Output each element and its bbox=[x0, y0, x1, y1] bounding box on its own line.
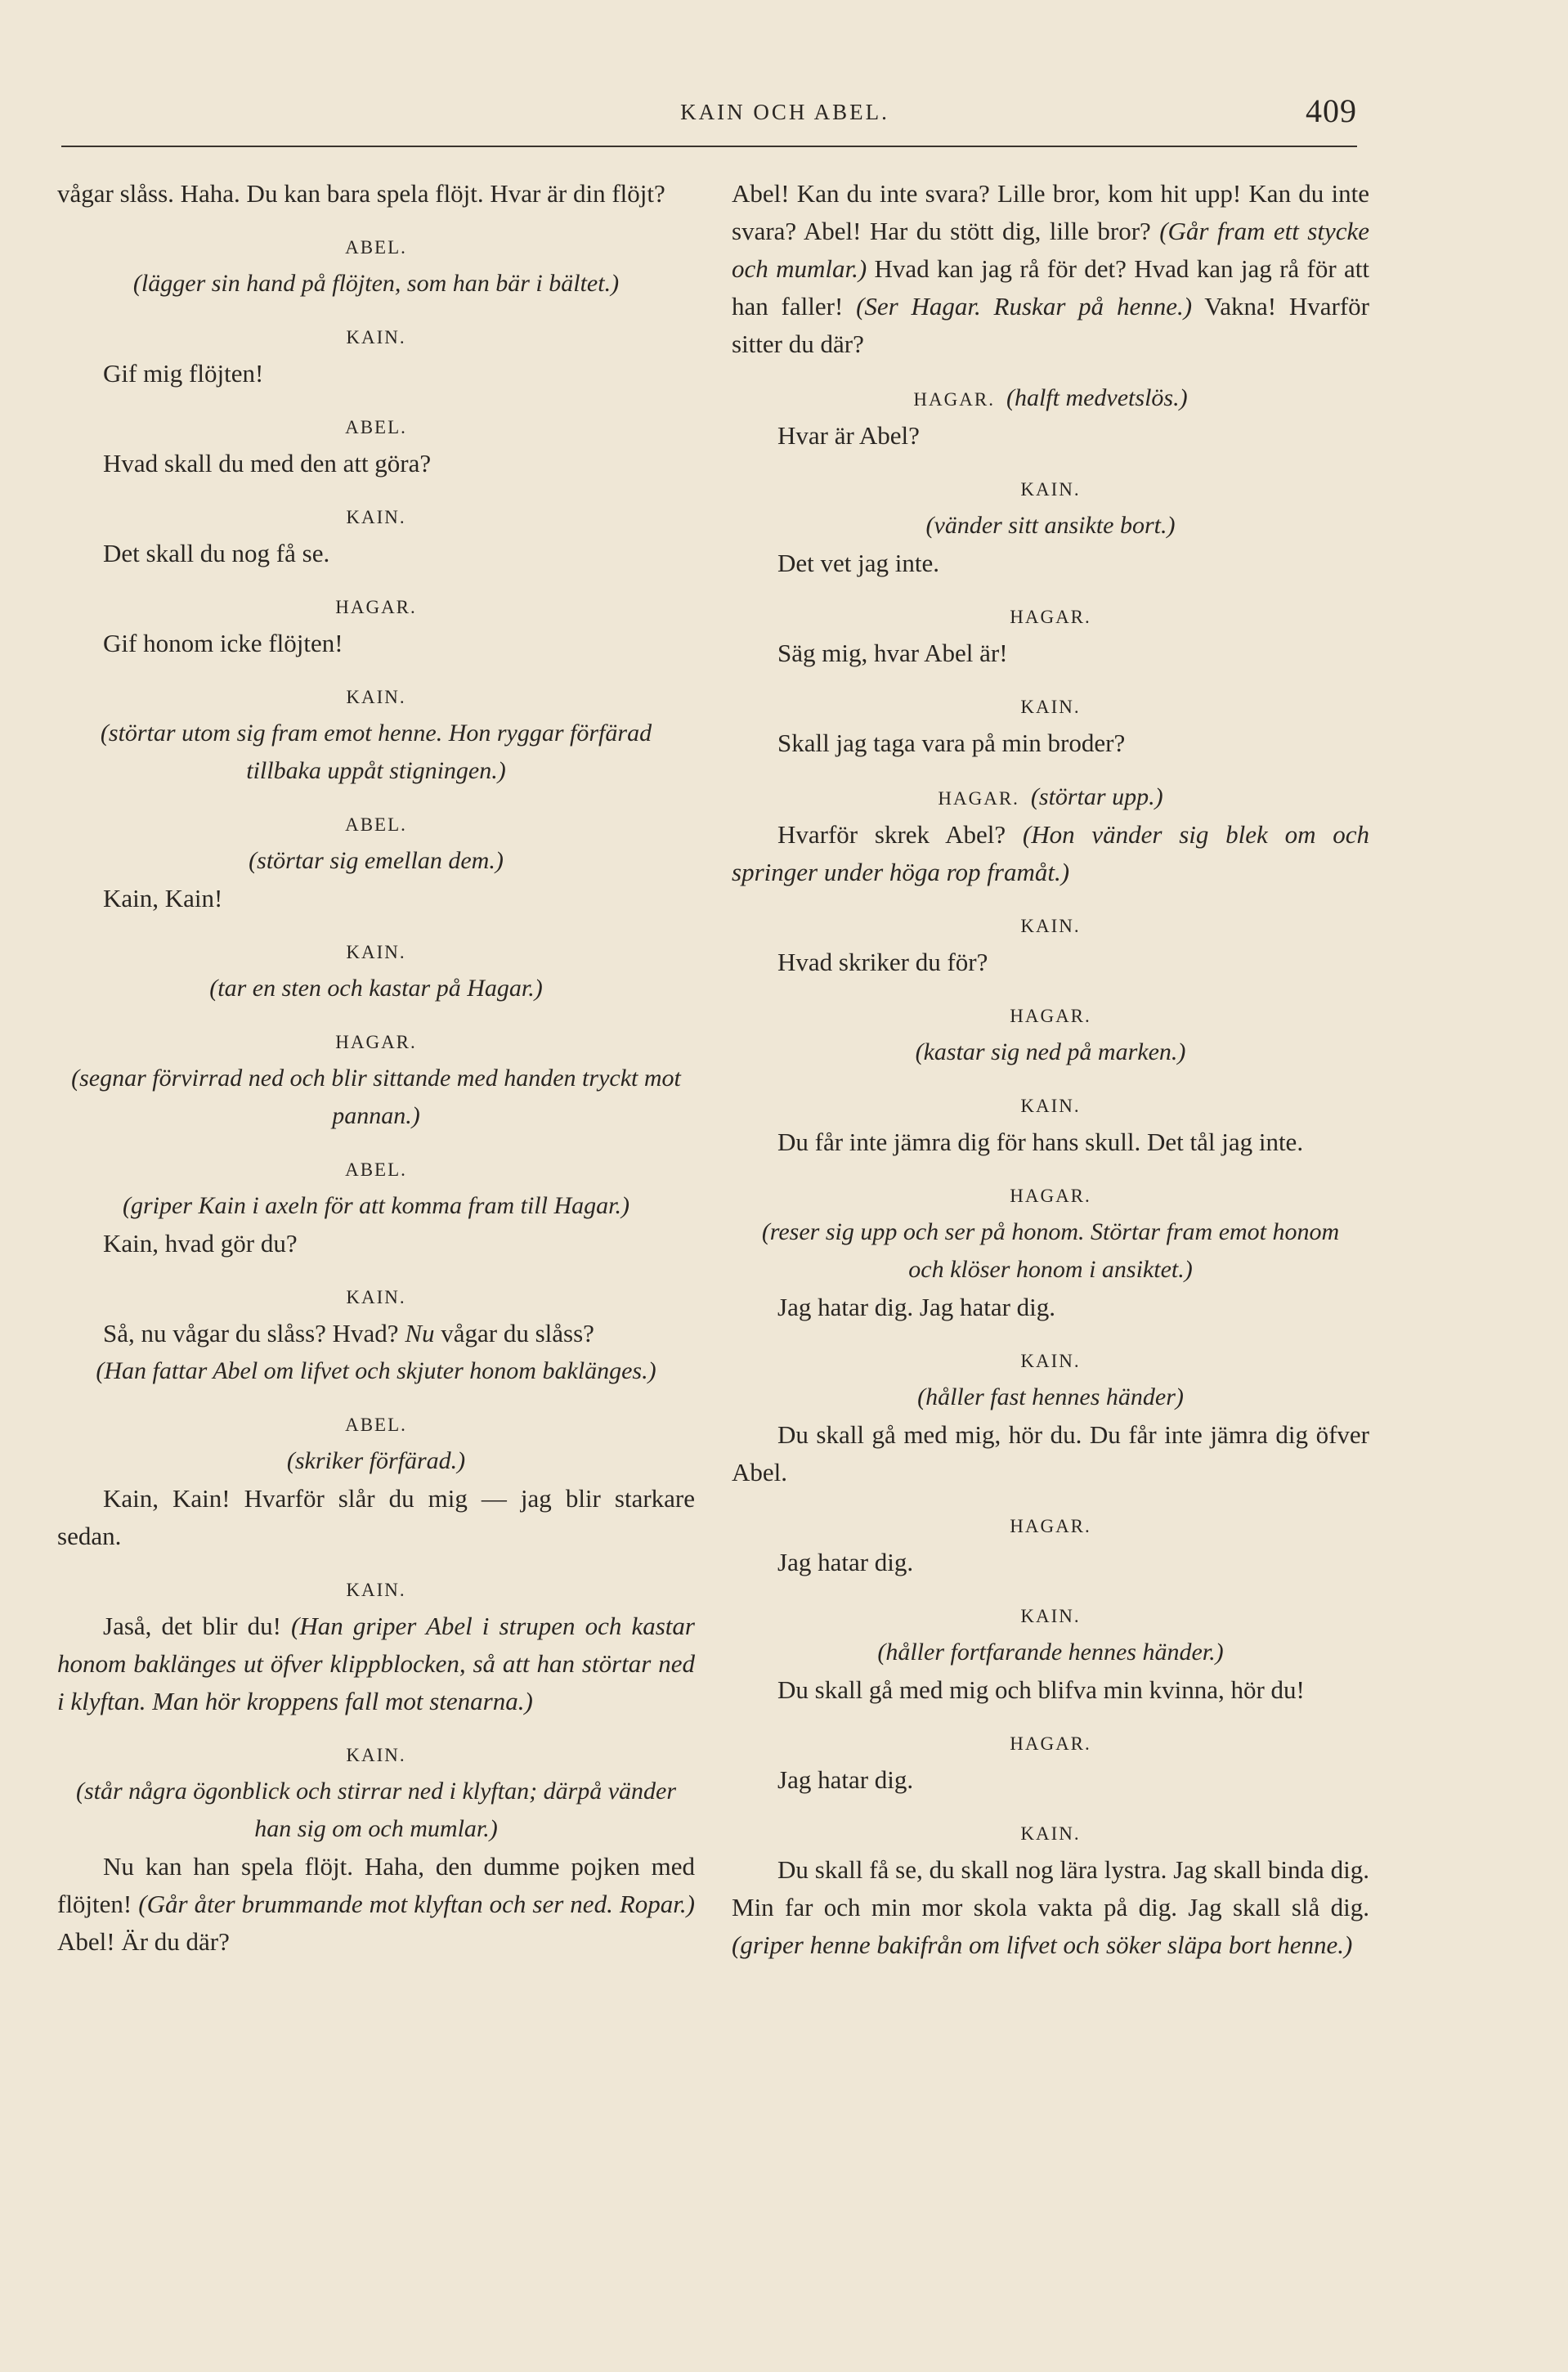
dialogue-line bbox=[57, 1480, 695, 1555]
speaker-label: HAGAR. bbox=[335, 597, 417, 617]
dialogue-text: Hvarför skrek Abel? bbox=[777, 820, 1023, 849]
dialogue-text: vågar slåss. Haha. Du kan bara spela flöjt. Hvar är din flöjt? bbox=[57, 179, 665, 208]
dialogue-text: Kain, Kain! bbox=[103, 884, 223, 912]
dialogue-line bbox=[732, 1544, 1369, 1581]
stage-direction: (segnar förvirrad ned och blir sittande med handen tryckt mot pannan.) bbox=[71, 1065, 681, 1129]
dialogue-line bbox=[732, 724, 1369, 762]
speaker-name bbox=[732, 1732, 1369, 1756]
speaker-label: ABEL. bbox=[345, 417, 407, 437]
speaker-label: KAIN. bbox=[1020, 916, 1081, 936]
speaker-label: HAGAR. bbox=[1010, 1733, 1091, 1754]
speaker-name bbox=[732, 1004, 1369, 1029]
speaker-label: HAGAR. bbox=[1010, 1516, 1091, 1536]
dialogue-line bbox=[57, 625, 695, 662]
dialogue-text: Hvad skriker du för? bbox=[777, 948, 988, 976]
speaker-name bbox=[732, 1184, 1369, 1208]
stage-direction: (står några ögonblick och stirrar ned i klyftan; därpå vänder han sig om och mumlar.) bbox=[75, 1778, 677, 1842]
dialogue-line bbox=[732, 944, 1369, 981]
stage-direction: (kastar sig ned på marken.) bbox=[915, 1038, 1186, 1065]
speaker-label: KAIN. bbox=[346, 942, 406, 962]
dialogue-text: Det skall du nog få se. bbox=[103, 539, 330, 567]
dialogue-text: Jag hatar dig. bbox=[777, 1548, 914, 1576]
stage-direction: (skriker förfärad.) bbox=[286, 1447, 466, 1474]
dialogue-line bbox=[732, 634, 1369, 672]
speaker-name bbox=[732, 1514, 1369, 1539]
speaker-label: KAIN. bbox=[1020, 479, 1081, 500]
speaker-label: ABEL. bbox=[345, 814, 407, 835]
speaker-name bbox=[732, 695, 1369, 720]
speaker-label: HAGAR. bbox=[1010, 607, 1091, 627]
dialogue-text: Hvad kan jag rå för det? Hvad kan jag rå för att han faller! bbox=[732, 254, 1369, 321]
dialogue-text: Kain, Kain! Hvarför slår du mig — jag blir starkare sedan. bbox=[57, 1484, 695, 1550]
dialogue-line bbox=[732, 1851, 1369, 1964]
dialogue-text: Nu kan han spela flöjt. Haha, den dumme pojken med flöjten! bbox=[57, 1852, 695, 1918]
dialogue-text: Så, nu vågar du slåss? Hvad? bbox=[103, 1319, 405, 1347]
stage-direction: (reser sig upp och ser på honom. Störtar fram emot honom och klöser honom i ansiktet.) bbox=[761, 1218, 1340, 1283]
speaker-name bbox=[57, 1578, 695, 1603]
speaker-name bbox=[732, 914, 1369, 939]
speaker-label: KAIN. bbox=[346, 1745, 406, 1765]
dialogue-text: Jag hatar dig. Jag hatar dig. bbox=[777, 1293, 1056, 1321]
dialogue-line bbox=[732, 417, 1369, 455]
right-column bbox=[732, 175, 1369, 1964]
speaker-name bbox=[57, 235, 695, 260]
speaker-label: KAIN. bbox=[1020, 1606, 1081, 1626]
speaker-label: KAIN. bbox=[346, 1580, 406, 1600]
stage-direction-inline: (Går åter brummande mot klyftan och ser ned. Ropar.) bbox=[138, 1890, 695, 1918]
header-rule bbox=[61, 146, 1357, 147]
speaker-label: HAGAR. bbox=[335, 1032, 417, 1052]
dialogue-line bbox=[732, 1671, 1369, 1709]
speaker-name bbox=[732, 1094, 1369, 1119]
dialogue-text: Gif mig flöjten! bbox=[103, 359, 264, 388]
dialogue-line bbox=[57, 1225, 695, 1262]
stage-direction: (håller fast hennes händer) bbox=[917, 1383, 1184, 1410]
speaker-name bbox=[57, 1030, 695, 1055]
speaker-label: KAIN. bbox=[1020, 1096, 1081, 1116]
dialogue-line bbox=[732, 1123, 1369, 1161]
left-column bbox=[57, 175, 695, 1961]
stage-direction: (griper Kain i axeln för att komma fram till Hagar.) bbox=[123, 1192, 629, 1219]
speaker-name bbox=[732, 1604, 1369, 1629]
speaker-name bbox=[732, 785, 1369, 811]
dialogue-line bbox=[732, 1761, 1369, 1799]
speaker-name bbox=[732, 1349, 1369, 1374]
speaker-name bbox=[732, 386, 1369, 412]
dialogue-line bbox=[732, 1289, 1369, 1326]
dialogue-text: Hvar är Abel? bbox=[777, 421, 920, 450]
speaker-label: KAIN. bbox=[1020, 1823, 1081, 1844]
stage-direction: (håller fortfarande hennes händer.) bbox=[877, 1639, 1224, 1666]
speaker-name bbox=[57, 1285, 695, 1310]
dialogue-text: Vakna! Hvarför sitter du där? bbox=[732, 292, 1369, 358]
speaker-label: HAGAR. bbox=[1010, 1006, 1091, 1026]
speaker-label: KAIN. bbox=[346, 687, 406, 707]
dialogue-line bbox=[732, 175, 1369, 363]
speaker-label: ABEL. bbox=[345, 237, 407, 258]
dialogue-text: Jaså, det blir du! bbox=[103, 1612, 292, 1640]
dialogue-text: Abel! Är du där? bbox=[57, 1927, 230, 1956]
dialogue-line bbox=[57, 535, 695, 572]
dialogue-text: Du skall få se, du skall nog lära lystra. Jag skall binda dig. Min far och min mor skola vakta på dig. Jag skall slå dig. bbox=[732, 1855, 1369, 1921]
dialogue-text: Jag hatar dig. bbox=[777, 1765, 914, 1794]
dialogue-line bbox=[732, 545, 1369, 582]
dialogue-line bbox=[57, 175, 695, 213]
stage-direction-inline: (Hon vänder sig blek om och springer under höga rop framåt.) bbox=[732, 820, 1369, 886]
speaker-label: ABEL. bbox=[345, 1159, 407, 1180]
speaker-name bbox=[57, 505, 695, 530]
dialogue-line bbox=[57, 1315, 695, 1352]
stage-direction-inline: (Han griper Abel i strupen och kastar honom baklänges ut öfver klippblocken, så att han störtar ned i klyftan. Man hör kroppens fall mot stenarna.) bbox=[57, 1612, 695, 1715]
speaker-name bbox=[57, 1743, 695, 1768]
stage-direction: (Han fattar Abel om lifvet och skjuter honom baklänges.) bbox=[96, 1357, 656, 1384]
stage-direction-inline: (griper henne bakifrån om lifvet och söker släpa bort henne.) bbox=[732, 1930, 1353, 1959]
dialogue-text: Skall jag taga vara på min broder? bbox=[777, 729, 1126, 757]
speaker-name bbox=[57, 595, 695, 620]
speaker-name bbox=[732, 1822, 1369, 1846]
speaker-name bbox=[57, 415, 695, 440]
speaker-label: KAIN. bbox=[1020, 1351, 1081, 1371]
stage-direction: (störtar sig emellan dem.) bbox=[249, 847, 504, 874]
speaker-label: KAIN. bbox=[346, 1287, 406, 1307]
stage-direction: (vänder sitt ansikte bort.) bbox=[925, 512, 1176, 539]
dialogue-line bbox=[732, 816, 1369, 891]
dialogue-text: Abel! Kan du inte svara? Lille bror, kom hit upp! Kan du inte svara? Abel! Har du stött dig, lille bror? bbox=[732, 179, 1369, 245]
speaker-name bbox=[57, 813, 695, 837]
dialogue-line bbox=[57, 880, 695, 917]
speaker-name bbox=[732, 605, 1369, 630]
dialogue-text: Säg mig, hvar Abel är! bbox=[777, 639, 1008, 667]
dialogue-line bbox=[57, 445, 695, 482]
dialogue-text: Det vet jag inte. bbox=[777, 549, 939, 577]
speaker-label: HAGAR. bbox=[1010, 1186, 1091, 1206]
dialogue-line bbox=[732, 1416, 1369, 1491]
speaker-label: KAIN. bbox=[346, 327, 406, 348]
dialogue-text: vågar du slåss? bbox=[434, 1319, 594, 1347]
stage-direction: (störtar upp.) bbox=[1030, 783, 1163, 810]
dialogue-line bbox=[57, 355, 695, 392]
dialogue-text: Du får inte jämra dig för hans skull. Det tål jag inte. bbox=[777, 1128, 1304, 1156]
speaker-label: KAIN. bbox=[1020, 697, 1081, 717]
stage-direction-inline: Nu bbox=[405, 1319, 435, 1347]
speaker-name bbox=[57, 685, 695, 710]
stage-direction-inline: (Går fram ett stycke och mumlar.) bbox=[732, 217, 1370, 283]
dialogue-text: Du skall gå med mig, hör du. Du får inte jämra dig öfver Abel. bbox=[732, 1420, 1369, 1486]
stage-direction-inline: (Ser Hagar. Ruskar på henne.) bbox=[856, 292, 1193, 321]
speaker-name bbox=[57, 1158, 695, 1182]
stage-direction: (störtar utom sig fram emot henne. Hon ryggar förfärad tillbaka uppåt stigningen.) bbox=[100, 720, 652, 784]
dialogue-text: Du skall gå med mig och blifva min kvinna, hör du! bbox=[777, 1675, 1305, 1704]
dialogue-text: Kain, hvad gör du? bbox=[103, 1229, 298, 1258]
speaker-label: KAIN. bbox=[346, 507, 406, 527]
speaker-name bbox=[57, 1413, 695, 1437]
speaker-label: HAGAR. bbox=[913, 389, 995, 410]
speaker-label: HAGAR. bbox=[938, 788, 1019, 809]
dialogue-line bbox=[57, 1607, 695, 1720]
speaker-name bbox=[57, 325, 695, 350]
dialogue-text: Hvad skall du med den att göra? bbox=[103, 449, 432, 478]
speaker-name bbox=[732, 478, 1369, 502]
dialogue-line bbox=[57, 1848, 695, 1961]
stage-direction: (lägger sin hand på flöjten, som han bär i bältet.) bbox=[132, 270, 620, 297]
stage-direction: (tar en sten och kastar på Hagar.) bbox=[209, 975, 543, 1002]
speaker-name bbox=[57, 940, 695, 965]
running-header: KAIN OCH ABEL. bbox=[680, 100, 889, 124]
speaker-label: ABEL. bbox=[345, 1415, 407, 1435]
page-number: 409 bbox=[1306, 92, 1357, 129]
dialogue-text: Gif honom icke flöjten! bbox=[103, 629, 343, 657]
stage-direction: (halft medvetslös.) bbox=[1006, 384, 1188, 411]
